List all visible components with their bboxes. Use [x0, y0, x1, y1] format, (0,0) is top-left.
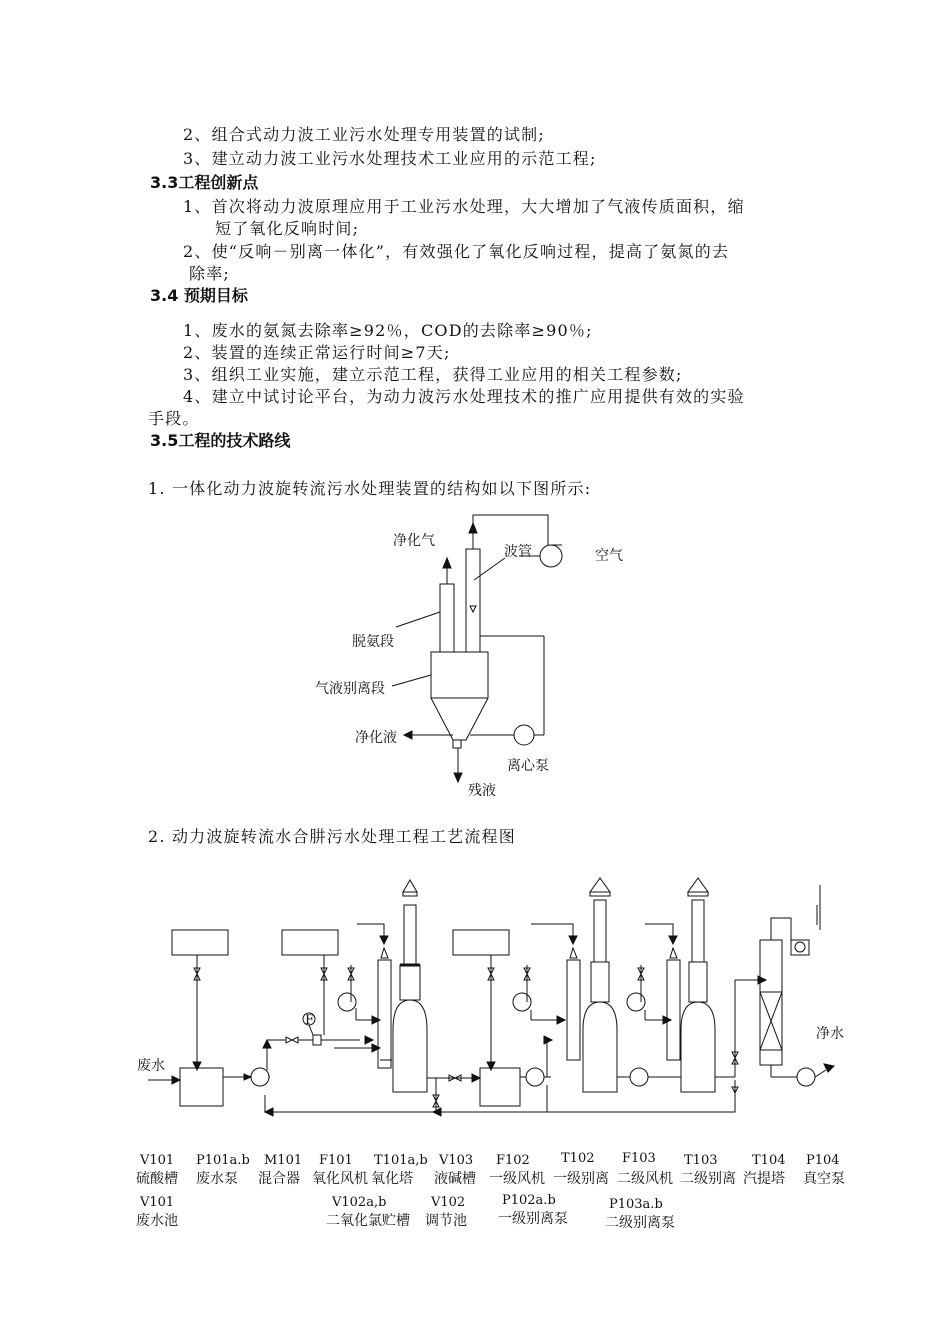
- label-residue: 残液: [468, 783, 496, 799]
- equip-name: 一级别离泵: [498, 1211, 568, 1227]
- section-heading-3-4: 3.4 预期目标: [150, 286, 248, 305]
- equip-code: P104: [806, 1153, 840, 1168]
- target-item-4-line2: 手段。: [148, 409, 200, 428]
- label-waste-water: 废水: [137, 1058, 165, 1074]
- equip-code: F103: [622, 1151, 656, 1166]
- label-air: 空气: [595, 548, 623, 564]
- equip-name: 汽提塔: [743, 1171, 785, 1187]
- waste-water-pump: [251, 1068, 269, 1086]
- sulfuric-acid-tank: [172, 930, 228, 955]
- innovation-item-1-line1: 1、首次将动力波原理应用于工业污水处理，大大增加了气液传质面积，缩: [183, 197, 745, 216]
- separator-body: [431, 652, 488, 698]
- target-item-2: 2、装置的连续正常运行时间≥7天;: [183, 343, 451, 362]
- equip-code: T103: [684, 1153, 718, 1168]
- equip-name: 液碱槽: [434, 1171, 476, 1187]
- target-item-3: 3、组织工业实施，建立示范工程，获得工业应用的相关工程参数;: [183, 365, 683, 384]
- waste-water-pool: [180, 1068, 223, 1106]
- equip-name: 二级别离: [680, 1171, 736, 1187]
- equip-code: V103: [439, 1153, 474, 1168]
- equip-name: 二氧化氯贮槽: [326, 1213, 410, 1229]
- equip-code: V102: [431, 1195, 466, 1210]
- label-centrifugal-pump: 离心泵: [507, 758, 549, 774]
- equip-code: T101a,b: [374, 1153, 428, 1168]
- label-purified-liquid: 净化液: [355, 730, 397, 746]
- equip-name: 一级风机: [489, 1171, 545, 1187]
- mixer: [313, 1035, 321, 1045]
- regulating-pool: [480, 1068, 520, 1106]
- equip-name: 二级风机: [617, 1171, 673, 1187]
- first-separation-stack: [594, 900, 606, 962]
- equip-code: M101: [264, 1153, 303, 1168]
- equip-code: F102: [496, 1153, 530, 1168]
- deammonia-column: [440, 584, 454, 652]
- clean-water-pump: [797, 1068, 815, 1086]
- equip-code: P102a.b: [502, 1193, 556, 1208]
- label-gas-liquid-separation: 气液别离段: [315, 681, 385, 697]
- figure2-caption: 2. 动力波旋转流水合肼污水处理工程工艺流程图: [148, 827, 516, 846]
- oxidation-tower-body: [393, 1000, 427, 1092]
- stripping-tower: [760, 940, 782, 1065]
- target-item-4-line1: 4、建立中试讨论平台，为动力波污水处理技术的推广应用提供有效的实验: [183, 387, 745, 406]
- oxidation-fan: [338, 993, 356, 1011]
- second-separation-pump: [630, 1068, 648, 1086]
- equip-code: T104: [752, 1153, 786, 1168]
- label-clean-water: 净水: [816, 1026, 844, 1042]
- first-separation-pump: [526, 1068, 544, 1086]
- equip-code: P101a.b: [196, 1153, 250, 1168]
- oxidation-wave-tube: [378, 960, 391, 1068]
- figure1-caption: 1. 一体化动力波旋转流污水处理装置的结构如以下图所示:: [148, 479, 592, 498]
- section-heading-3-5: 3.5工程的技术路线: [150, 431, 291, 450]
- equip-code: V102a,b: [332, 1195, 387, 1210]
- vacuum-pump: [795, 942, 805, 952]
- equip-name: 调节池: [425, 1213, 467, 1229]
- equip-code: P103a.b: [609, 1197, 663, 1212]
- equip-name: 一级别离: [553, 1171, 609, 1187]
- first-separation-tower: [583, 1002, 617, 1092]
- flow-meter: [303, 1013, 315, 1025]
- equip-name: 废水泵: [196, 1171, 238, 1187]
- wave-tube: [466, 549, 480, 652]
- second-fan: [627, 993, 645, 1011]
- innovation-item-2-line2: 除率;: [189, 264, 230, 283]
- air-blower: [540, 545, 562, 567]
- section-heading-3-3: 3.3工程创新点: [150, 173, 259, 192]
- second-separation-wave-tube: [667, 960, 680, 1060]
- chlorine-dioxide-tank: [282, 930, 338, 955]
- second-separation-stack: [692, 900, 704, 962]
- label-flow-f: F: [305, 1013, 315, 1028]
- first-separation-wave-tube: [567, 960, 580, 1060]
- equip-code: T102: [561, 1151, 595, 1166]
- innovation-item-2-line1: 2、使“反响－别离一体化”，有效强化了氧化反响过程，提高了氨氮的去: [183, 242, 730, 261]
- innovation-item-1-line2: 短了氧化反响时间;: [215, 219, 360, 238]
- oxidation-tower-stack: [404, 905, 416, 965]
- second-separation-tower: [681, 1002, 715, 1092]
- equip-code: V101: [140, 1195, 175, 1210]
- goal-item-2: 2、组合式动力波工业污水处理专用装置的试制;: [183, 125, 545, 144]
- equip-name: 废水池: [136, 1213, 178, 1229]
- label-deammonia-section: 脱氨段: [352, 634, 394, 650]
- equip-name: 真空泵: [803, 1171, 845, 1187]
- label-purified-gas: 净化气: [393, 533, 435, 549]
- equip-name: 二级别离泵: [605, 1215, 675, 1231]
- equip-name: 氧化风机: [312, 1171, 368, 1187]
- equip-name: 硫酸槽: [136, 1171, 178, 1187]
- goal-item-3: 3、建立动力波工业污水处理技术工业应用的示范工程;: [183, 149, 597, 168]
- target-item-1: 1、废水的氨氮去除率≥92％，COD的去除率≥90％;: [183, 321, 593, 340]
- equip-name: 氧化塔: [371, 1171, 413, 1187]
- equip-code: V101: [140, 1153, 175, 1168]
- equip-code: F101: [319, 1153, 353, 1168]
- centrifugal-pump-shape: [514, 725, 534, 745]
- equip-name: 混合器: [258, 1171, 300, 1187]
- label-wave-tube: 波管: [504, 544, 532, 560]
- first-fan: [513, 993, 531, 1011]
- caustic-tank: [453, 930, 509, 955]
